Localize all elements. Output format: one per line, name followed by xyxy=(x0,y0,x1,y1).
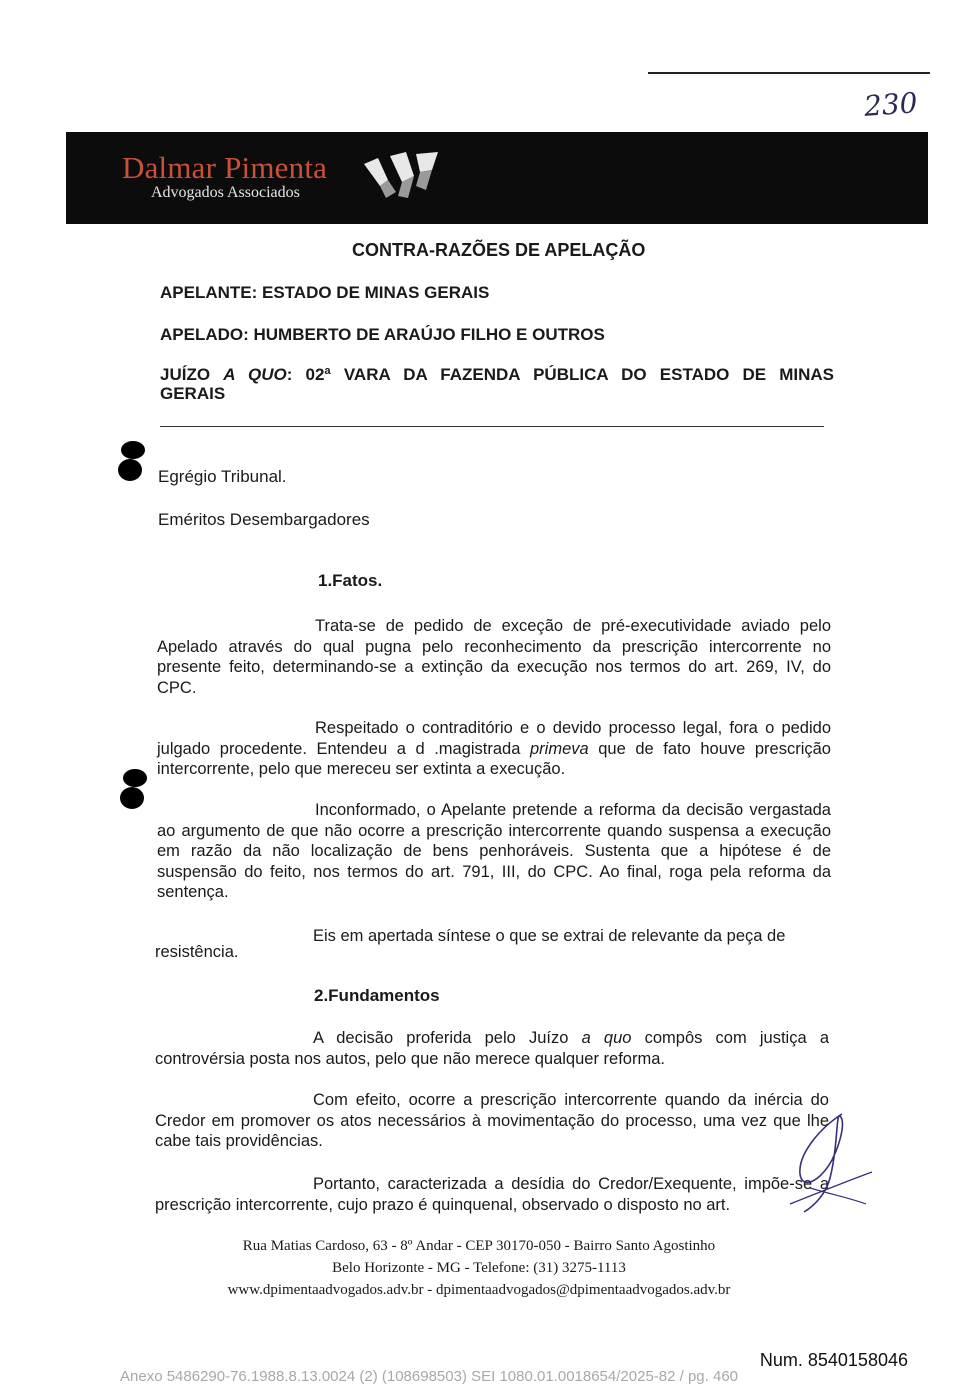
paragraph-facts-4: Eis em apertada síntese o que se extrai de relevante da peça de xyxy=(313,927,786,945)
top-rule xyxy=(648,72,930,74)
redaction-mark xyxy=(120,768,148,810)
appellee-line: APELADO: HUMBERTO DE ARAÚJO FILHO E OUTROS xyxy=(160,325,605,344)
heading-divider xyxy=(160,426,824,427)
document-title: CONTRA-RAZÕES DE APELAÇÃO xyxy=(352,240,646,260)
document-number-stamp: Num. 8540158046 xyxy=(759,1350,908,1370)
letterhead-banner xyxy=(66,132,928,224)
paragraph-facts-3: Inconformado, o Apelante pretende a reforma da decisão vergastada ao argumento de que não ocorre a prescrição intercorrente quando suspensa a execução em razão da não localização de bens penhoráveis. Sustenta que a hipótese é de suspensão do feito, nos termos do art. 791, III, do CPC. Ao final, roga pela reforma da sentença. xyxy=(157,801,831,901)
annex-reference: Anexo 5486290-76.1988.8.13.0024 (2) (108698503) SEI 1080.01.0018654/2025-82 / pg. 460 xyxy=(120,1368,739,1385)
paragraph-facts-1: Trata-se de pedido de exceção de pré-executividade aviado pelo Apelado através do qual pugna pelo reconhecimento da prescrição intercorrente no presente feito, determinando-se a extinção da execução nos termos do art. 269, IV, do CPC. xyxy=(157,617,831,697)
redaction-mark xyxy=(118,440,146,482)
firm-name: Dalmar Pimenta xyxy=(122,150,328,185)
section-2-heading: 2.Fundamentos xyxy=(314,986,440,1005)
paragraph-grounds-3: Portanto, caracterizada a desídia do Credor/Exequente, impõe-se a prescrição intercorrente, cujo prazo é quinquenal, observado o disposto no art. xyxy=(155,1175,829,1214)
court-line-2: GERAIS xyxy=(160,384,226,403)
footer-web-email: www.dpimentaadvogados.adv.br - dpimentaadvogados@dpimentaadvogados.adv.br xyxy=(227,1282,731,1298)
paragraph-facts-2: Respeitado o contraditório e o devido processo legal, fora o pedido julgado procedente. Entendeu a d .magistrada primeva que de fato houve prescrição intercorrente, pelo que mereceu ser extinta a execução. xyxy=(157,719,831,778)
footer-city-phone: Belo Horizonte - MG - Telefone: (31) 3275-1113 xyxy=(332,1260,626,1276)
handwritten-page-number: 230 xyxy=(862,86,919,123)
paragraph-facts-4-end: resistência. xyxy=(155,943,239,961)
footer-address: Rua Matias Cardoso, 63 - 8º Andar - CEP 30170-050 - Bairro Santo Agostinho xyxy=(242,1238,716,1254)
paragraph-grounds-2: Com efeito, ocorre a prescrição intercorrente quando da inércia do Credor em promover os atos necessários à movimentação do processo, uma vez que lhe cabe tais providências. xyxy=(155,1091,829,1150)
handwritten-signature xyxy=(780,1108,880,1218)
court-line: JUÍZO A QUO: 02ª VARA DA FAZENDA PÚBLICA DO ESTADO DE MINAS xyxy=(160,365,835,384)
firm-logo-icon xyxy=(362,150,442,202)
paragraph-grounds-1: A decisão proferida pelo Juízo a quo compôs com justiça a controvérsia posta nos autos, pelo que não merece qualquer reforma. xyxy=(155,1029,829,1068)
section-1-heading: 1.Fatos. xyxy=(318,571,383,590)
salutation-1: Egrégio Tribunal. xyxy=(158,467,287,486)
appellant-line: APELANTE: ESTADO DE MINAS GERAIS xyxy=(160,283,490,302)
firm-subtitle: Advogados Associados xyxy=(151,184,300,201)
salutation-2: Eméritos Desembargadores xyxy=(158,510,370,529)
